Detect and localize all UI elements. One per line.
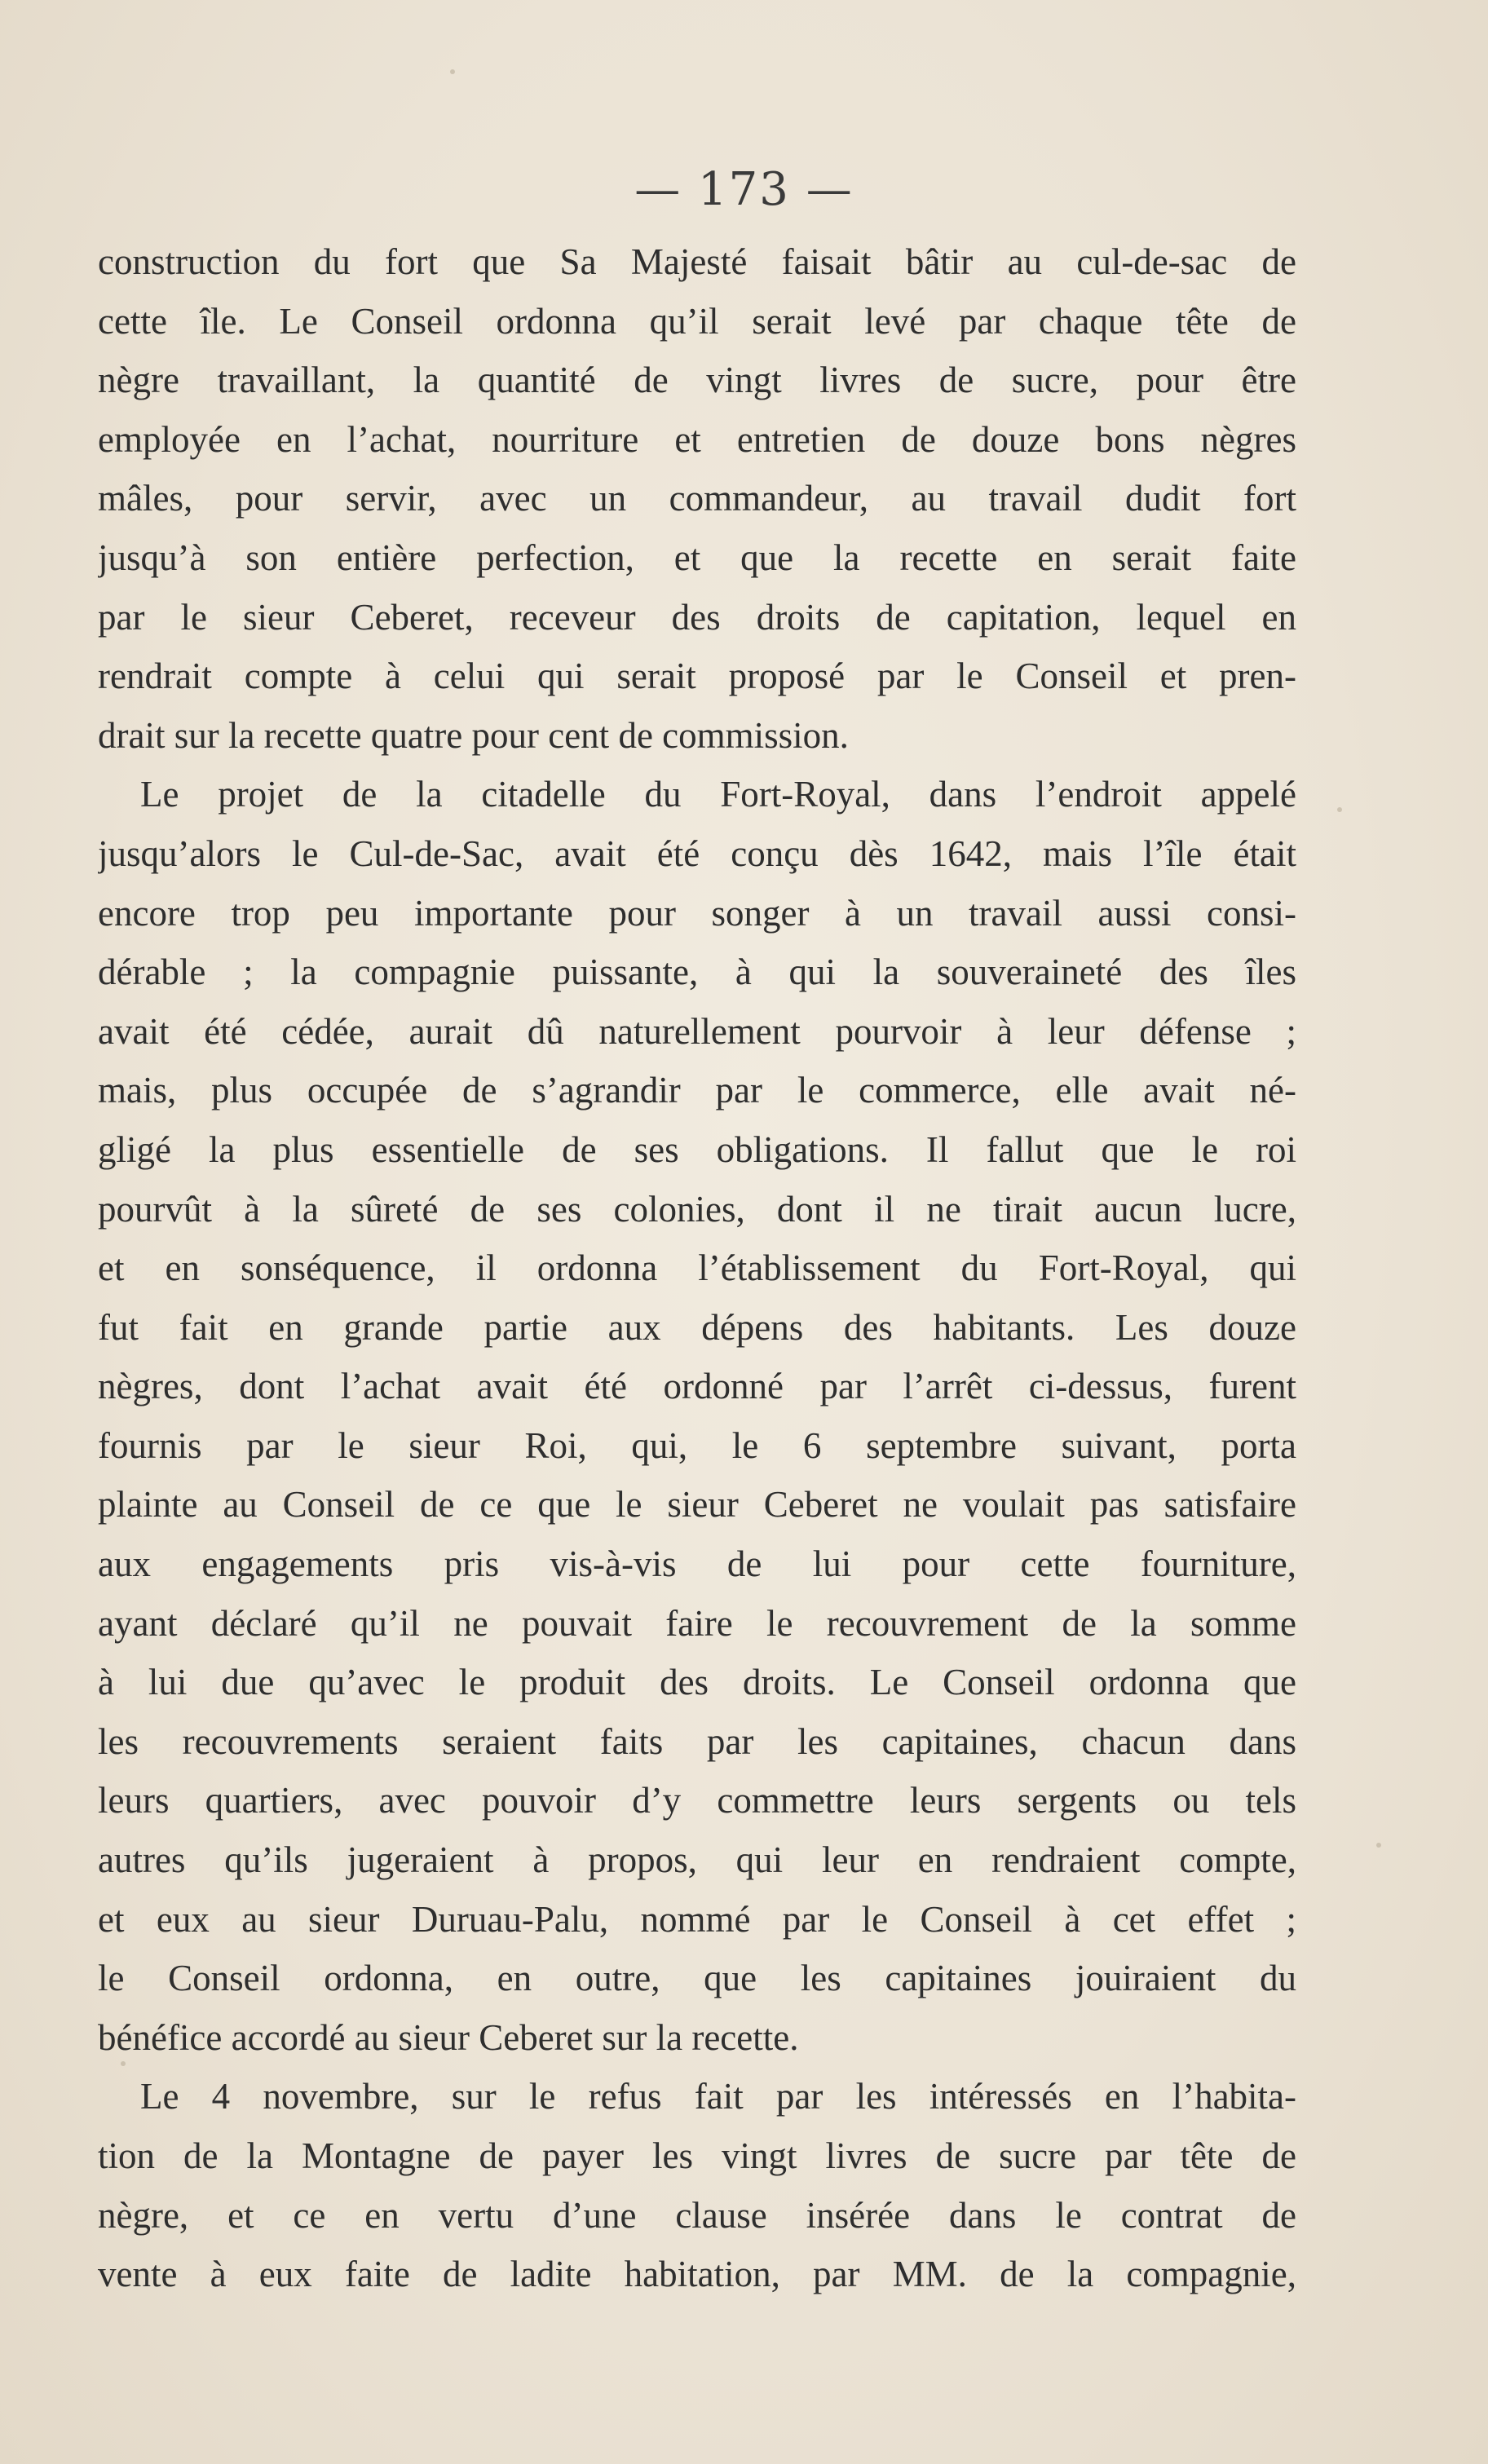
text-line: mâles, pour servir, avec un commandeur, au travail dudit fort xyxy=(98,478,1296,519)
text-line: mais, plus occupée de s’agrandir par le commerce, elle avait né- xyxy=(98,1070,1296,1111)
text-line: autres qu’ils jugeraient à propos, qui leur en rendraient compte, xyxy=(98,1839,1296,1881)
paper-speck xyxy=(121,2061,126,2066)
text-line: pourvût à la sûreté de ses colonies, dont il ne tirait aucun lucre, xyxy=(98,1188,1296,1230)
text-line: jusqu’à son entière perfection, et que la recette en serait faite xyxy=(98,537,1296,578)
text-line: vente à eux faite de ladite habitation, par MM. de la compagnie, xyxy=(98,2254,1296,2295)
text-line: nègres, dont l’achat avait été ordonné par l’arrêt ci-dessus, furent xyxy=(98,1366,1296,1407)
text-line: et eux au sieur Duruau-Palu, nommé par le Conseil à cet effet ; xyxy=(98,1898,1296,1940)
text-line: plainte au Conseil de ce que le sieur Ceberet ne voulait pas satisfaire xyxy=(98,1484,1296,1526)
text-line: avait été cédée, aurait dû naturellement pourvoir à leur défense ; xyxy=(98,1010,1296,1052)
text-line: gligé la plus essentielle de ses obligations. Il fallut que le roi xyxy=(98,1128,1296,1170)
page-number: — 173 — xyxy=(634,163,854,216)
paper-speck xyxy=(1376,1843,1381,1848)
text-line: les recouvrements seraient faits par les capitaines, chacun dans xyxy=(98,1720,1296,1762)
text-line: fournis par le sieur Roi, qui, le 6 septembre suivant, porta xyxy=(98,1424,1296,1466)
text-line: Le projet de la citadelle du Fort-Royal, dans l’endroit appelé xyxy=(140,774,1296,815)
text-line: jusqu’alors le Cul-de-Sac, avait été conçu dès 1642, mais l’île était xyxy=(98,832,1296,874)
paper-speck xyxy=(450,69,455,74)
text-line: employée en l’achat, nourriture et entretien de douze bons nègres xyxy=(98,418,1296,460)
text-line: cette île. Le Conseil ordonna qu’il serait levé par chaque tête de xyxy=(98,300,1296,342)
text-line: à lui due qu’avec le produit des droits. Le Conseil ordonna que xyxy=(98,1662,1296,1703)
text-line: et en sonséquence, il ordonna l’établissement du Fort-Royal, qui xyxy=(98,1247,1296,1289)
text-line: leurs quartiers, avec pouvoir d’y commettre leurs sergents ou tels xyxy=(98,1780,1296,1822)
text-line: nègre travaillant, la quantité de vingt livres de sucre, pour être xyxy=(98,360,1296,401)
text-line: tion de la Montagne de payer les vingt livres de sucre par tête de xyxy=(98,2135,1296,2176)
text-line: construction du fort que Sa Majesté faisait bâtir au cul-de-sac de xyxy=(98,241,1296,282)
text-line: fut fait en grande partie aux dépens des habitants. Les douze xyxy=(98,1306,1296,1348)
text-line: drait sur la recette quatre pour cent de commission. xyxy=(98,714,849,756)
text-line: nègre, et ce en vertu d’une clause insérée dans le contrat de xyxy=(98,2194,1296,2236)
text-line: aux engagements pris vis-à-vis de lui pour cette fourniture, xyxy=(98,1543,1296,1585)
text-line: le Conseil ordonna, en outre, que les capitaines jouiraient du xyxy=(98,1958,1296,1999)
text-line: encore trop peu importante pour songer à un travail aussi consi- xyxy=(98,892,1296,934)
text-line: par le sieur Ceberet, receveur des droits de capitation, lequel en xyxy=(98,596,1296,638)
body-text xyxy=(98,232,1296,2304)
text-line: dérable ; la compagnie puissante, à qui la souveraineté des îles xyxy=(98,952,1296,993)
paper-speck xyxy=(1337,807,1342,812)
text-line: rendrait compte à celui qui serait proposé par le Conseil et pren- xyxy=(98,656,1296,697)
text-line: bénéfice accordé au sieur Ceberet sur la recette. xyxy=(98,2016,799,2058)
text-line: Le 4 novembre, sur le refus fait par les intéressés en l’habita- xyxy=(140,2076,1296,2117)
text-line: ayant déclaré qu’il ne pouvait faire le recouvrement de la somme xyxy=(98,1602,1296,1644)
